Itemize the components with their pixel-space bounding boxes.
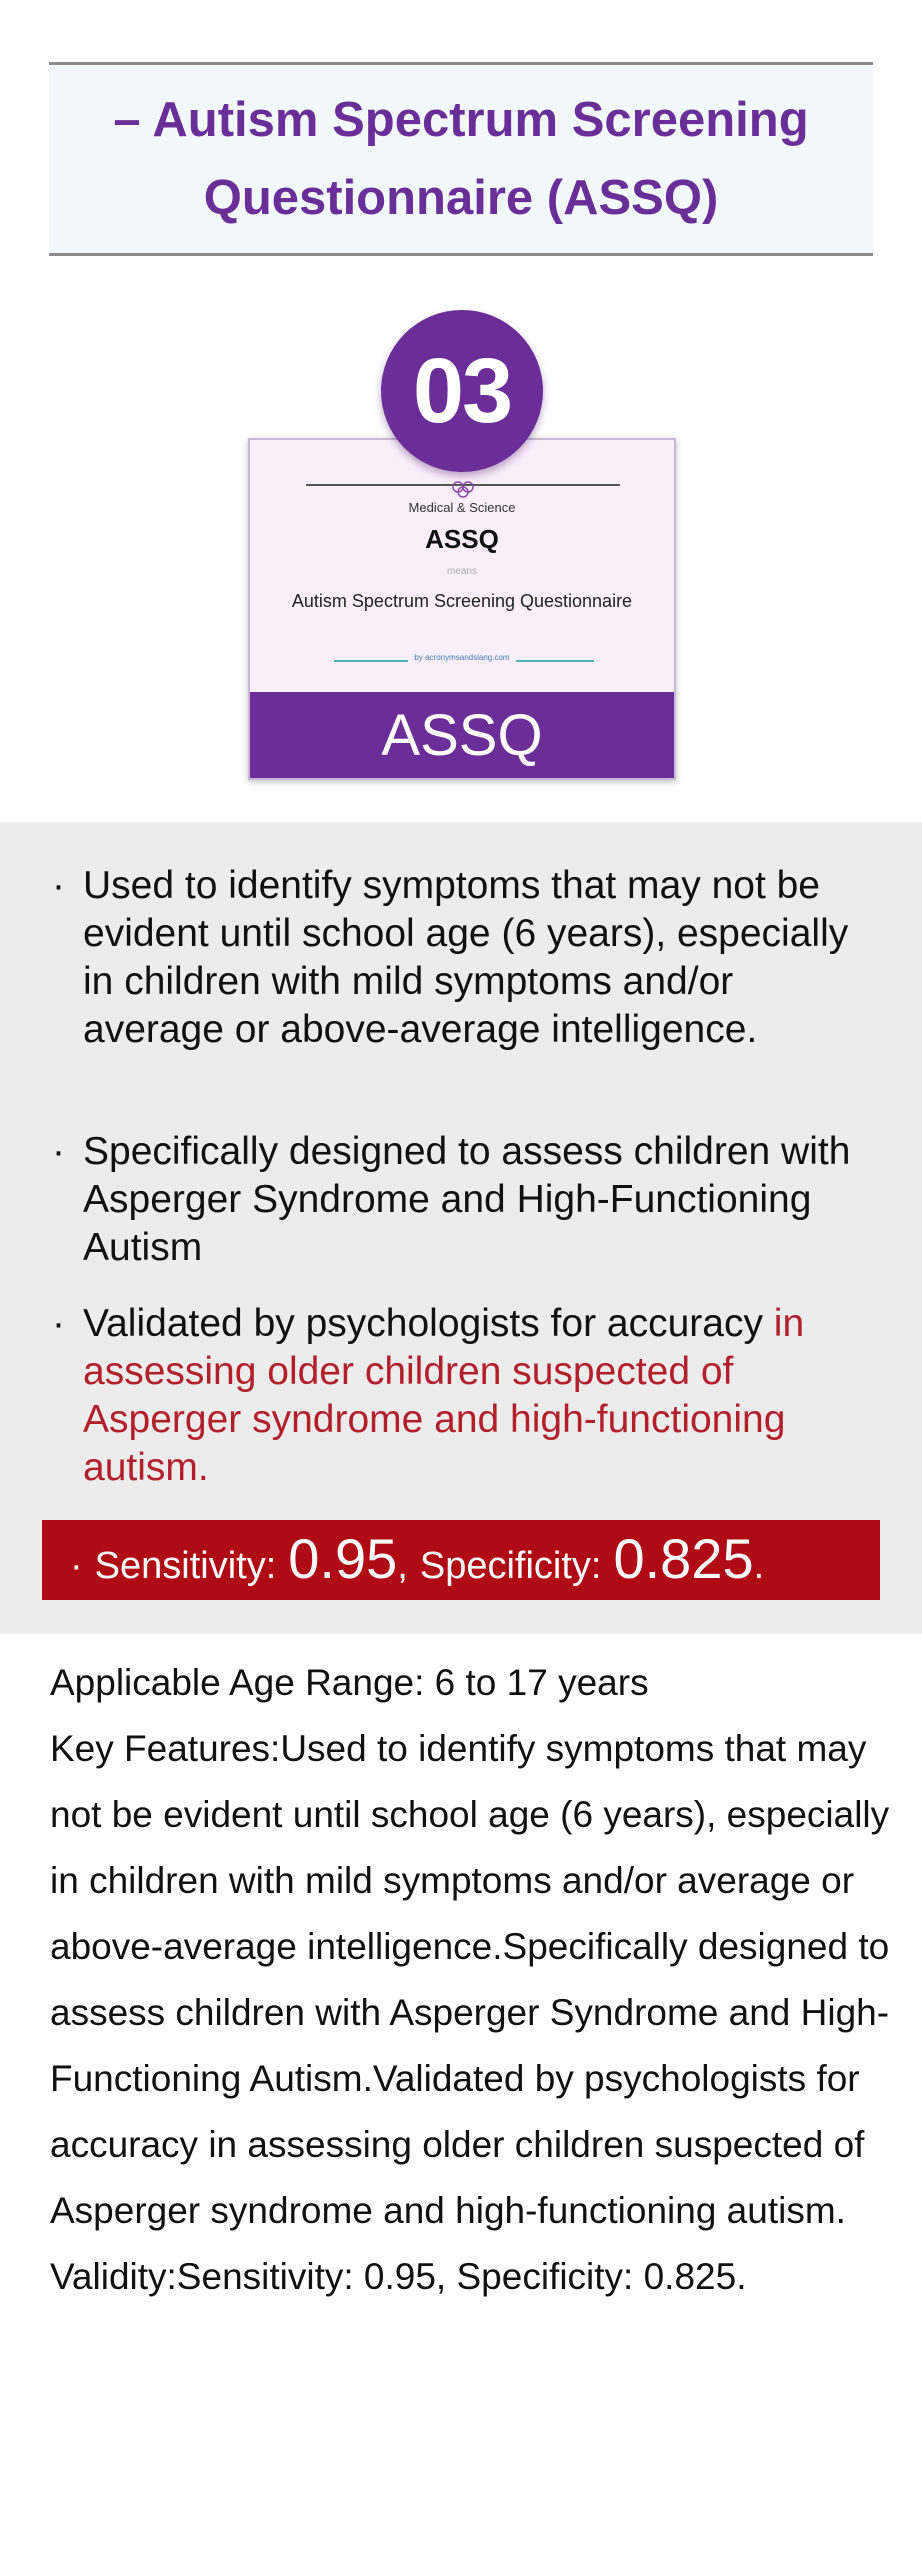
age-range: Applicable Age Range: 6 to 17 years (50, 1662, 649, 1703)
specificity-label: Specificity: (419, 1545, 602, 1587)
specificity-value: 0.825 (613, 1527, 754, 1590)
bullet-item (52, 862, 882, 1054)
bullet-item (52, 1128, 882, 1272)
bullet-dot: · (52, 864, 65, 907)
card-category: Medical & Science (408, 500, 516, 515)
card-site (250, 653, 674, 662)
card-means: means (446, 566, 477, 577)
validity-text: Validity:Sensitivity: 0.95, Specificity: 0.825. (50, 2256, 747, 2297)
flower-logo-icon (448, 478, 478, 500)
card-site-text: by acronymsandslang.com (408, 653, 515, 662)
bullet-text: Used to identify symptoms that may not be evident until school age (6 years), especially in children with mild symptoms and/or average or above-average intelligence. (83, 864, 849, 1051)
sensitivity-value: 0.95 (288, 1527, 398, 1590)
acronym-card (248, 438, 676, 780)
sensitivity-label: Sensitivity: (94, 1545, 277, 1587)
bullet-text: Specifically designed to assess children with Asperger Syndrome and High-Functioning Autism (83, 1130, 851, 1269)
bullet-highlight: in assessing older children suspected of Asperger syndrome and high-functioning autism. (83, 1302, 805, 1489)
number-badge: 03 (381, 310, 543, 472)
validity-end: . (753, 1545, 765, 1587)
card-abbreviation: ASSQ (425, 524, 499, 554)
bullet-text: Validated by psychologists for accuracy (83, 1302, 763, 1345)
bullet-dot: · (52, 1130, 65, 1173)
validity-separator: , (397, 1545, 408, 1587)
assq-card-illustration (248, 310, 676, 780)
bullet-dot: · (52, 1302, 65, 1345)
card-full-name: Autism Spectrum Screening Questionnaire (291, 591, 633, 611)
validity-dot: · (70, 1545, 83, 1587)
details-section (50, 1650, 890, 2310)
card-footer-label: ASSQ (250, 692, 674, 778)
key-features: Key Features:Used to identify symptoms that may not be evident until school age (6 years), especially in children with mild symptoms and/or average or above-average intelligence.Specifically designed to assess children with Asperger Syndrome and High-Functioning Autism.Validated by psychologists for accuracy in assessing older children suspected of Asperger syndrome and high-functioning autism. (50, 1728, 890, 2231)
validity-bar (42, 1520, 880, 1600)
page-title: – Autism Spectrum Screening Questionnaire (ASSQ) (113, 93, 809, 225)
title-banner (49, 62, 873, 256)
bullet-item (52, 1300, 882, 1492)
bullet-text-group (83, 1300, 882, 1492)
